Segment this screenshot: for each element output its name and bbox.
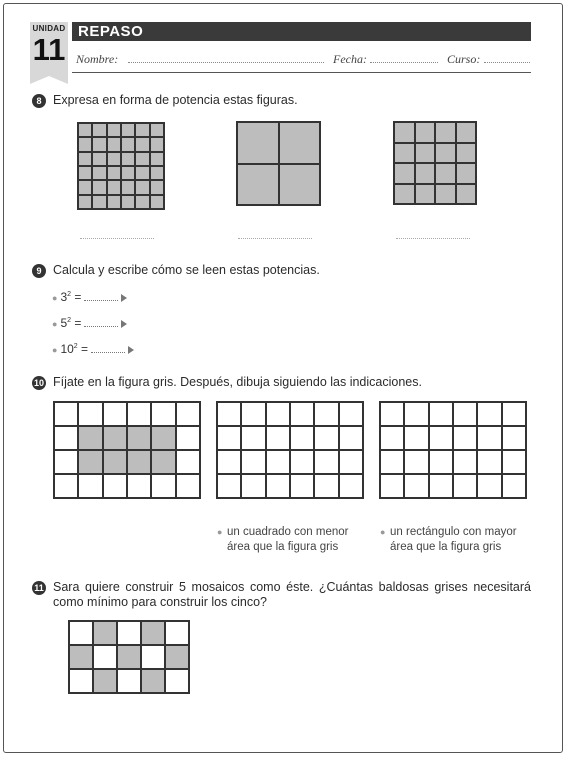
gray-cell	[127, 426, 151, 450]
answer-line[interactable]	[396, 238, 470, 239]
white-cell	[241, 402, 265, 426]
white-cell	[404, 402, 428, 426]
gray-cell	[165, 645, 189, 669]
equals-sign: =	[81, 342, 89, 356]
course-label: Curso:	[447, 52, 481, 66]
gray-cell	[435, 122, 456, 143]
gray-cell	[135, 137, 149, 151]
white-cell	[290, 474, 314, 498]
power-base: 10	[60, 342, 74, 356]
white-cell	[502, 474, 526, 498]
gray-cell	[92, 152, 106, 166]
gray-cell	[141, 669, 165, 693]
gray-cell	[150, 123, 164, 137]
white-cell	[502, 450, 526, 474]
header-rule	[72, 72, 531, 73]
unit-tab	[30, 22, 68, 76]
power-base: 5	[60, 316, 68, 330]
gray-cell	[107, 152, 121, 166]
gray-cell	[103, 426, 127, 450]
gray-cell	[107, 137, 121, 151]
white-cell	[339, 402, 363, 426]
gray-cell	[456, 163, 477, 184]
question-9-text: Calcula y escribe cómo se leen estas potencias.	[53, 263, 320, 277]
white-cell	[453, 450, 477, 474]
unit-label: UNIDAD	[32, 24, 66, 33]
gray-cell	[121, 166, 135, 180]
white-cell	[339, 450, 363, 474]
gray-cell	[92, 166, 106, 180]
gray-cell	[415, 122, 436, 143]
hint-square-line1: un cuadrado con menor	[227, 526, 349, 538]
question-number-8: 8	[32, 94, 46, 108]
gray-cell	[121, 137, 135, 151]
white-cell	[117, 621, 141, 645]
hint-rectangle-line1: un rectángulo con mayor	[390, 526, 517, 538]
white-cell	[54, 402, 78, 426]
hint-square: ● un cuadrado con menor área que la figura gris	[217, 526, 349, 553]
question-11-line1: Sara quiere construir 5 mosaicos como éste. ¿Cuántas baldosas grises necesitará	[53, 580, 531, 594]
white-cell	[429, 450, 453, 474]
white-cell	[54, 450, 78, 474]
arrow-icon	[121, 294, 127, 302]
gray-cell	[121, 195, 135, 209]
white-cell	[429, 474, 453, 498]
gray-cell	[415, 184, 436, 205]
power-base: 3	[60, 290, 68, 304]
answer-blank[interactable]	[91, 344, 125, 353]
white-cell	[477, 402, 501, 426]
drawing-grid-rectangle[interactable]	[379, 401, 527, 499]
equals-sign: =	[74, 316, 82, 330]
gray-cell	[456, 184, 477, 205]
gray-cell	[92, 195, 106, 209]
equals-sign: =	[74, 290, 82, 304]
answer-blank[interactable]	[84, 292, 118, 301]
gray-cell	[78, 152, 92, 166]
white-cell	[93, 645, 117, 669]
gray-cell	[150, 166, 164, 180]
question-8-text: Expresa en forma de potencia estas figuras.	[53, 93, 298, 107]
white-cell	[404, 474, 428, 498]
course-field[interactable]	[484, 62, 530, 63]
white-cell	[117, 669, 141, 693]
white-cell	[314, 402, 338, 426]
gray-cell	[237, 122, 279, 164]
gray-cell	[93, 669, 117, 693]
gray-cell	[435, 143, 456, 164]
white-cell	[453, 402, 477, 426]
gray-cell	[107, 180, 121, 194]
gray-cell	[127, 450, 151, 474]
page-title: REPASO	[78, 23, 144, 40]
white-cell	[290, 426, 314, 450]
gray-cell	[150, 152, 164, 166]
gray-cell	[456, 122, 477, 143]
question-number-9: 9	[32, 264, 46, 278]
white-cell	[404, 450, 428, 474]
power-exponent: 2	[67, 317, 72, 324]
gray-cell	[107, 166, 121, 180]
hint-square-line2: área que la figura gris	[227, 541, 339, 553]
gray-cell	[435, 184, 456, 205]
arrow-icon	[121, 320, 127, 328]
white-cell	[217, 474, 241, 498]
white-cell	[266, 402, 290, 426]
white-cell	[477, 426, 501, 450]
gray-cell	[394, 163, 415, 184]
gray-cell	[92, 137, 106, 151]
gray-cell	[107, 195, 121, 209]
white-cell	[176, 426, 200, 450]
white-cell	[266, 426, 290, 450]
white-cell	[266, 474, 290, 498]
white-cell	[78, 402, 102, 426]
gray-cell	[151, 426, 175, 450]
gray-cell	[150, 180, 164, 194]
white-cell	[217, 450, 241, 474]
date-label: Fecha:	[333, 52, 367, 66]
name-label: Nombre:	[76, 52, 119, 66]
white-cell	[290, 450, 314, 474]
white-cell	[165, 621, 189, 645]
white-cell	[290, 402, 314, 426]
figure-grid-4x4	[393, 121, 477, 205]
arrow-icon	[128, 346, 134, 354]
white-cell	[176, 402, 200, 426]
gray-cell	[135, 123, 149, 137]
mosaic-figure	[68, 620, 190, 694]
white-cell	[54, 474, 78, 498]
gray-cell	[92, 123, 106, 137]
question-11-line2: como mínimo para construir los cinco?	[53, 595, 267, 609]
gray-cell	[117, 645, 141, 669]
gray-cell	[78, 426, 102, 450]
white-cell	[266, 450, 290, 474]
figure-grid-6x6	[77, 122, 165, 210]
answer-blank[interactable]	[84, 318, 118, 327]
gray-cell	[415, 143, 436, 164]
question-number-10: 10	[33, 378, 44, 388]
white-cell	[103, 474, 127, 498]
gray-cell	[237, 164, 279, 206]
white-cell	[217, 426, 241, 450]
white-cell	[404, 426, 428, 450]
gray-cell	[93, 621, 117, 645]
gray-cell	[435, 163, 456, 184]
gray-cell	[103, 450, 127, 474]
drawing-grid-square[interactable]	[216, 401, 364, 499]
white-cell	[241, 450, 265, 474]
gray-cell	[69, 645, 93, 669]
hint-rectangle-line2: área que la figura gris	[390, 541, 502, 553]
white-cell	[217, 402, 241, 426]
hint-rectangle: ● un rectángulo con mayor área que la figura gris	[380, 526, 517, 553]
white-cell	[380, 450, 404, 474]
gray-cell	[121, 180, 135, 194]
white-cell	[380, 474, 404, 498]
power-exponent: 2	[73, 343, 78, 350]
gray-cell	[78, 137, 92, 151]
white-cell	[151, 474, 175, 498]
gray-cell	[394, 143, 415, 164]
white-cell	[314, 426, 338, 450]
white-cell	[176, 450, 200, 474]
unit-number: 11	[32, 32, 66, 67]
power-item: ● $10^2$ =	[52, 342, 134, 356]
gray-cell	[121, 152, 135, 166]
white-cell	[339, 426, 363, 450]
gray-cell	[78, 123, 92, 137]
power-exponent: 2	[67, 291, 72, 298]
gray-cell	[78, 166, 92, 180]
gray-cell	[141, 621, 165, 645]
white-cell	[127, 402, 151, 426]
white-cell	[176, 474, 200, 498]
white-cell	[453, 426, 477, 450]
question-number-11: 11	[32, 581, 46, 595]
white-cell	[380, 402, 404, 426]
date-field[interactable]	[370, 62, 438, 63]
white-cell	[453, 474, 477, 498]
white-cell	[429, 426, 453, 450]
gray-cell	[78, 195, 92, 209]
gray-cell	[92, 180, 106, 194]
gray-cell	[394, 122, 415, 143]
gray-cell	[135, 195, 149, 209]
power-item: ● $5^2$ =	[52, 316, 127, 330]
white-cell	[477, 450, 501, 474]
power-item: ● $3^2$ =	[52, 290, 127, 304]
figure-grid-2x2	[236, 121, 321, 206]
gray-cell	[107, 123, 121, 137]
answer-line[interactable]	[80, 238, 154, 239]
white-cell	[78, 474, 102, 498]
gray-cell	[151, 450, 175, 474]
white-cell	[69, 621, 93, 645]
title-bar	[72, 22, 531, 41]
figure-gray-rectangle-grid	[53, 401, 201, 499]
gray-cell	[456, 143, 477, 164]
white-cell	[141, 645, 165, 669]
white-cell	[502, 426, 526, 450]
gray-cell	[78, 450, 102, 474]
white-cell	[241, 474, 265, 498]
white-cell	[165, 669, 189, 693]
white-cell	[502, 402, 526, 426]
unit-tab-notch	[30, 76, 68, 84]
gray-cell	[150, 137, 164, 151]
white-cell	[380, 426, 404, 450]
gray-cell	[135, 152, 149, 166]
name-field[interactable]	[128, 62, 324, 63]
gray-cell	[415, 163, 436, 184]
gray-cell	[279, 164, 321, 206]
white-cell	[151, 402, 175, 426]
gray-cell	[135, 166, 149, 180]
gray-cell	[78, 180, 92, 194]
white-cell	[477, 474, 501, 498]
white-cell	[54, 426, 78, 450]
white-cell	[429, 402, 453, 426]
question-11-text	[53, 580, 531, 610]
white-cell	[241, 426, 265, 450]
white-cell	[314, 474, 338, 498]
question-10-text: Fíjate en la figura gris. Después, dibuja siguiendo las indicaciones.	[53, 375, 422, 389]
gray-cell	[121, 123, 135, 137]
gray-cell	[394, 184, 415, 205]
gray-cell	[135, 180, 149, 194]
gray-cell	[279, 122, 321, 164]
white-cell	[339, 474, 363, 498]
white-cell	[103, 402, 127, 426]
answer-line[interactable]	[238, 238, 312, 239]
white-cell	[127, 474, 151, 498]
gray-cell	[150, 195, 164, 209]
white-cell	[314, 450, 338, 474]
white-cell	[69, 669, 93, 693]
